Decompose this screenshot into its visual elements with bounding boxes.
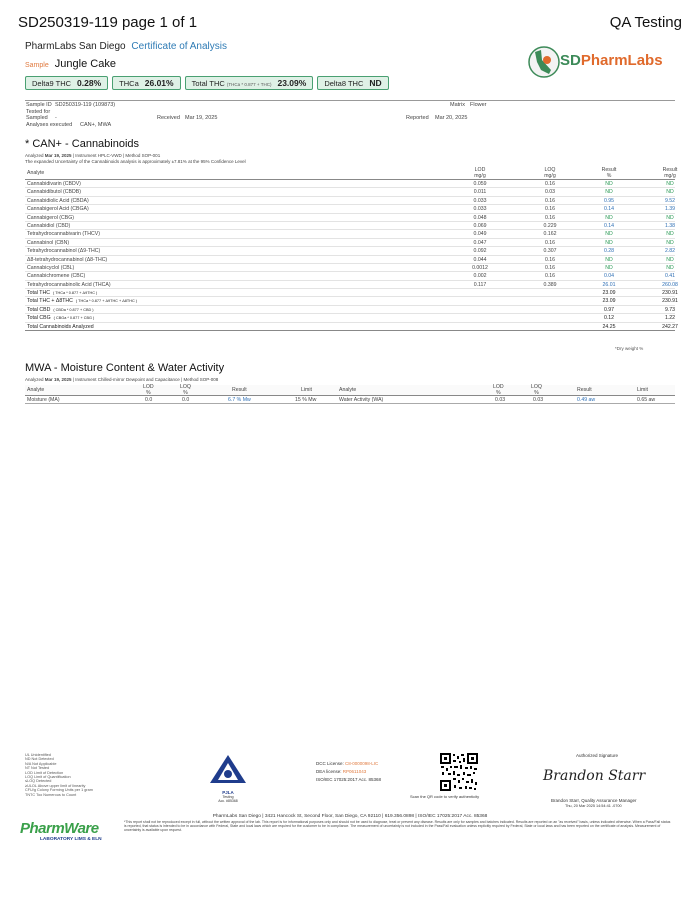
cell-loq: 0.162	[543, 231, 557, 238]
col-lod-label: LOD	[143, 384, 154, 390]
table-row	[25, 256, 675, 264]
cell-analyte	[27, 314, 94, 322]
col-analyte: Analyte	[27, 170, 45, 176]
document-id: SD250319-119 page 1 of 1	[18, 14, 198, 31]
cell-analyte: Tetrahydrocannabinol (Δ9-THC)	[27, 248, 101, 255]
cell-mg: 9.52	[664, 197, 676, 204]
badge-note: (THCa * 0.877 + THC)	[226, 82, 272, 87]
cell-pct: ND	[605, 181, 613, 187]
sample-label: Sample	[25, 62, 49, 69]
cell-loq: 0.16	[544, 181, 556, 187]
cell-lod: 0.048	[473, 214, 487, 221]
col-lod-unit: mg/g	[474, 172, 486, 179]
cannabinoids-title: * CAN+ - Cannabinoids	[25, 138, 140, 150]
cell-pct: ND	[605, 231, 613, 238]
cell-analyte: Cannabichromene (CBC)	[27, 273, 86, 280]
cell-pct: 0.04	[603, 273, 615, 280]
pharmware-sub: LABORATORY LIMS & ELN	[40, 837, 102, 842]
cell-lod: 0.117	[473, 281, 487, 288]
dea-value: RP0611043	[342, 769, 367, 774]
coa-label: Certificate of Analysis	[131, 41, 228, 52]
cell-analyte: Tetrahydrocannabinolic Acid (THCA)	[27, 281, 111, 288]
cell-loq: 0.16	[544, 214, 556, 221]
badge-label: Delta9 THC	[32, 79, 72, 88]
definition-item: CFU/g Colony Forming Units per 1 gram	[25, 788, 93, 793]
total-name: Total THC	[27, 290, 50, 297]
lod-2: 0.03	[495, 397, 506, 403]
sampled: -	[55, 115, 57, 121]
cannabinoids-meta: Analyzed Mar 19, 2025 | Instrument HPLC-VWD | Method SOP-001	[25, 153, 161, 158]
cell-lod: 0.044	[473, 256, 487, 263]
badge-label: Delta8 THC	[324, 79, 364, 88]
cell-pct: 0.97	[603, 306, 615, 313]
cell-lod: 0.092	[473, 248, 487, 255]
cell-lod: 0.0012	[472, 264, 488, 271]
definition-item: LOD Limit of Detection	[25, 770, 64, 775]
cell-analyte	[27, 306, 94, 314]
col-analyte: Analyte	[27, 387, 45, 393]
dea-label: DEA license:	[316, 769, 342, 774]
cell-loq: 0.16	[544, 239, 556, 246]
definition-item: TNTC Too Numerous to Count	[25, 792, 77, 797]
reported-label: Reported	[406, 115, 429, 121]
table-row	[25, 180, 675, 188]
col-loq-label: LOQ	[180, 384, 191, 390]
sampled-label: Sampled	[26, 115, 48, 121]
signer-name: Brandon Starr, Quality Assurance Manager	[551, 798, 637, 803]
col-lod	[460, 168, 500, 179]
divider	[25, 100, 675, 101]
cell-pct: 23.09	[602, 298, 616, 305]
cell-mg: 9.73	[664, 306, 676, 313]
col-loq-unit: mg/g	[544, 172, 556, 179]
method: Method SOP-001	[125, 153, 161, 158]
col-lod	[143, 385, 154, 396]
cell-analyte: Cannabidiolic Acid (CBDA)	[27, 197, 89, 204]
cell-loq: 0.16	[544, 273, 556, 280]
pjla-sub: Testing	[222, 795, 234, 799]
table-row	[25, 188, 675, 196]
sdpharmlabs-logo	[527, 40, 677, 82]
table-row	[25, 247, 675, 255]
badge-value: 0.28%	[77, 78, 102, 88]
cell-mg: ND	[666, 189, 674, 196]
cell-mg: 230.91	[662, 298, 678, 305]
result: 6.7 % Mw	[228, 397, 251, 403]
col-result-unit: mg/g	[664, 172, 676, 179]
col-result-2: Result	[577, 387, 592, 393]
lab-name: PharmLabs San Diego	[25, 41, 126, 52]
cell-loq: 0.16	[544, 256, 556, 263]
cell-mg: ND	[666, 231, 674, 238]
badge-delta8-thc	[317, 76, 388, 90]
logo-prefix: SD	[560, 52, 581, 69]
col-lod-label: LOD	[493, 384, 504, 390]
cannabinoids-table	[25, 167, 678, 331]
cell-loq: 0.16	[544, 206, 556, 213]
limit-2: 0.65 aw	[637, 397, 656, 403]
cell-mg: ND	[666, 256, 674, 263]
table-row	[25, 396, 675, 404]
cell-mg: ND	[666, 214, 674, 221]
badge-thca	[112, 76, 180, 90]
cell-pct: ND	[605, 256, 613, 263]
cell-analyte	[27, 297, 137, 305]
analyzed-date: Mar 19, 2025	[44, 377, 72, 382]
cell-pct: ND	[605, 214, 613, 221]
moisture-meta: Analyzed Mar 19, 2025 | Instrument Chilled-mirror Dewpoint and Capacitance | Method SOP-008	[25, 377, 219, 382]
cell-mg: 260.08	[662, 281, 678, 288]
total-row	[25, 323, 678, 331]
pjla-triangle-icon	[208, 753, 248, 785]
col-loq-label: LOQ	[544, 167, 556, 173]
col-lod-label: LOD	[474, 167, 486, 173]
received: Mar 19, 2025	[185, 115, 218, 121]
analyzed-label: Analyzed	[25, 153, 44, 158]
cell-analyte: Cannabigerol (CBG)	[27, 214, 74, 221]
cell-mg: ND	[666, 239, 674, 246]
table-row	[25, 214, 675, 222]
result-2: 0.49 aw	[577, 397, 596, 403]
qa-testing-label: QA Testing	[609, 14, 682, 31]
cell-lod: 0.002	[473, 273, 487, 280]
col-loq	[530, 168, 570, 179]
lod: 0.0	[145, 397, 153, 403]
matrix: Flower	[470, 102, 487, 108]
dea-license	[316, 768, 381, 776]
col-lod-unit: %	[496, 389, 501, 396]
qr-code-icon	[439, 752, 479, 792]
moisture-table	[25, 385, 675, 404]
cell-loq: 0.16	[544, 197, 556, 204]
signature: Brandon Starr	[543, 768, 646, 784]
col-result: Result	[232, 387, 247, 393]
total-formula: ( CBDa * 0.877 + CBD )	[53, 307, 94, 312]
cell-mg: 0.41	[664, 273, 676, 280]
total-formula: ( CBGa * 0.877 + CBG )	[53, 316, 95, 321]
lab-address: PharmLabs San Diego | 3421 Hancock St, Second Floor, San Diego, CA 92110 | 619.356.0898 | ISO/IEC 17025:2017 Acc. 85368	[212, 814, 488, 819]
table-header	[25, 385, 675, 396]
cell-lod: 0.033	[473, 206, 487, 213]
definition-item: LOQ Limit of Quantification	[25, 775, 71, 780]
cell-lod: 0.069	[473, 222, 487, 229]
total-formula: ( THCa * 0.877 + Δ9THC + Δ8THC )	[75, 299, 138, 304]
cell-lod: 0.047	[473, 239, 487, 246]
loq-2: 0.03	[533, 397, 544, 403]
total-formula: ( THCa * 0.877 + Δ9THC )	[52, 291, 98, 296]
total-name: Total THC + Δ8THC	[27, 298, 73, 305]
cell-analyte: Cannabinol (CBN)	[27, 239, 70, 246]
sample-line	[25, 58, 116, 70]
summary-badges	[25, 76, 389, 90]
cell-pct: 23.09	[602, 290, 616, 297]
cell-loq: 0.389	[543, 281, 557, 288]
cell-mg: 1.38	[664, 222, 676, 229]
iso-accreditation: ISO/IEC 17025:2017 Acc. 85368	[316, 777, 382, 782]
col-result-pct	[589, 168, 629, 179]
analyzed-label: Analyzed	[25, 377, 44, 382]
cell-loq: 0.229	[543, 222, 557, 229]
col-analyte-2: Analyte	[339, 387, 357, 393]
loq: 0.0	[182, 397, 190, 403]
total-row	[25, 297, 678, 305]
analyzed-date: Mar 19, 2025	[44, 153, 72, 158]
cell-pct: 26.01	[602, 281, 616, 288]
dcc-value: C8-0000098-LIC	[345, 761, 379, 766]
sample-id-label: Sample ID	[26, 102, 52, 108]
cannabinoid-rows	[25, 180, 678, 289]
col-lod-2	[493, 385, 504, 396]
definition-item: ND Not Detected	[25, 757, 54, 762]
badge-total-thc	[185, 76, 314, 90]
cell-analyte: Δ8-tetrahydrocannabinol (Δ8-THC)	[27, 256, 108, 263]
total-row	[25, 289, 678, 297]
pharmware-logo	[20, 820, 110, 848]
analyses: CAN+, MWA	[80, 121, 112, 128]
matrix-label: Matrix	[450, 102, 465, 108]
col-loq	[180, 385, 191, 396]
col-loq-2	[531, 385, 542, 396]
california-map-icon	[527, 40, 561, 82]
col-limit: Limit	[301, 387, 312, 393]
cell-pct: 0.28	[603, 248, 615, 255]
col-result-label: Result	[662, 167, 678, 173]
pjla-accreditation-logo	[208, 753, 248, 803]
pjla-acc: Acc. #85368	[218, 799, 238, 803]
analyte: Moisture (MA)	[27, 397, 60, 403]
col-loq-label: LOQ	[531, 384, 542, 390]
cell-lod: 0.011	[473, 189, 487, 196]
dry-weight-note: *Dry weight %	[615, 346, 644, 351]
badge-label: Total THC	[191, 79, 225, 88]
table-row	[25, 230, 675, 238]
dcc-label: DCC License:	[316, 761, 344, 766]
pjla-label: PJLA	[222, 790, 234, 795]
logo-name: PharmLabs	[580, 52, 663, 69]
cell-mg: 1.39	[664, 206, 676, 213]
cell-analyte: Tetrahydrocannabivarin (THCV)	[27, 231, 100, 238]
table-row	[25, 205, 675, 213]
total-name: Total CBD	[27, 306, 51, 313]
cell-pct: ND	[605, 239, 613, 246]
cell-mg: 230.91	[662, 290, 678, 297]
table-row	[25, 264, 675, 272]
table-row	[25, 197, 675, 205]
sample-id: SD250319-119 (109873)	[55, 102, 116, 108]
cannabinoids-section-title	[25, 138, 139, 150]
cell-analyte: Cannabidiol (CBD)	[27, 222, 71, 229]
cell-lod: 0.049	[473, 231, 487, 238]
cell-pct: 0.95	[603, 197, 615, 204]
cell-analyte	[27, 323, 97, 331]
badge-label: THCa	[119, 79, 139, 88]
cell-mg: 2.82	[664, 248, 676, 255]
cell-analyte	[27, 289, 97, 297]
badge-value: ND	[369, 78, 382, 88]
instrument: Instrument HPLC-VWD	[75, 153, 122, 158]
table-row	[25, 281, 678, 289]
limit: 15 % Mw	[295, 397, 317, 403]
analyte-2: Water Activity (WA)	[339, 397, 384, 403]
cell-lod: 0.059	[473, 181, 487, 187]
badge-delta9-thc	[25, 76, 108, 90]
badge-value: 23.09%	[277, 78, 307, 88]
disclaimer: *This report shall not be reproduced except in full, without the written approval of the lab. This report is for informational purposes only and should not be used to diagnose, treat or prevent any disease. Results are only for samples and batches indicated. Results are reported on an "as received" basis, unless indicated otherwise. When a Pass/Fail status is reported, that status is intended to be in accordance with Federal, State and local laws which are required for the customer to be in compliance. The measurement of uncertainty is not included in the Pass/Fail evaluation unless explicitly required by Federal, State or local laws and has been reported on the certificate of analysis. Measurement of uncertainty is available upon request.	[124, 820, 671, 832]
col-result-label: Result	[601, 167, 617, 173]
definition-item: NT Not Tested	[25, 766, 50, 771]
cell-analyte: Cannabigerol Acid (CBGA)	[27, 206, 89, 213]
cell-pct: 24.25	[602, 323, 616, 330]
cell-pct: 0.14	[603, 206, 615, 213]
definition-item: N/A Not Applicable	[25, 761, 57, 766]
instrument: Instrument Chilled-mirror Dewpoint and Capacitance	[75, 377, 180, 382]
total-row	[25, 306, 675, 314]
col-result-mg	[650, 168, 690, 179]
cell-loq: 0.03	[544, 189, 556, 196]
cell-lod: 0.033	[473, 197, 487, 204]
sample-info	[25, 100, 675, 128]
sample-name: Jungle Cake	[54, 58, 116, 70]
cell-mg: 1.22	[664, 315, 676, 322]
definition-item: ≥ULOL Above upper limit of linearity	[25, 783, 86, 788]
table-header	[25, 167, 678, 180]
col-limit-2: Limit	[637, 387, 648, 393]
badge-value: 26.01%	[144, 78, 174, 88]
col-loq-unit: %	[183, 389, 188, 396]
qr-caption: Scan the QR code to verify authenticity	[410, 794, 480, 799]
cannabinoid-totals	[25, 289, 678, 331]
cell-pct: 0.14	[603, 222, 615, 229]
lab-line	[25, 41, 227, 52]
total-row	[25, 314, 675, 322]
reported: Mar 20, 2025	[435, 115, 468, 121]
col-result-unit: %	[606, 172, 612, 179]
qr-code[interactable]	[439, 752, 479, 792]
license-info	[316, 760, 381, 784]
table-row	[25, 222, 675, 230]
col-loq-unit: %	[534, 389, 539, 396]
table-row	[25, 239, 675, 247]
uncertainty-note: The expanded Uncertainty of the Cannabinoids analysis is approximately ±7.81% at the 95% Confidence Level	[25, 159, 246, 164]
signature-date: Thu, 20 Mar 2025 14:54:41 -0700	[565, 804, 622, 808]
cell-analyte: Cannabidivarin (CBDV)	[27, 181, 81, 187]
cell-pct: ND	[605, 264, 613, 271]
cell-pct: ND	[605, 189, 613, 196]
col-lod-unit: %	[146, 389, 151, 396]
signature-heading: Authorized Signature	[576, 753, 619, 758]
cell-pct: 0.12	[603, 315, 615, 322]
pharmware-name: PharmWare	[20, 820, 99, 837]
analyses-label: Analyses executed	[26, 121, 73, 128]
cell-mg: 242.27	[662, 323, 678, 330]
definition-item: ≤LOQ Detected	[25, 779, 52, 784]
total-name: Total CBG	[27, 315, 51, 322]
cell-loq: 0.16	[544, 264, 556, 271]
definition-item: UL Unidentified	[25, 753, 51, 757]
moisture-title: MWA - Moisture Content & Water Activity	[25, 362, 225, 374]
cell-mg: ND	[666, 264, 674, 271]
cell-analyte: Cannabidibutol (CBDB)	[27, 189, 81, 196]
table-row	[25, 272, 675, 280]
total-name: Total Cannabinoids Analyzed	[27, 323, 94, 330]
abbreviation-definitions	[25, 753, 93, 797]
cell-loq: 0.307	[543, 248, 557, 255]
cell-analyte: Cannabicyclol (CBL)	[27, 264, 75, 271]
received-label: Received	[157, 115, 180, 121]
tested-for-label: Tested for	[26, 108, 51, 115]
dcc-license	[316, 760, 381, 768]
cell-mg: ND	[666, 181, 674, 187]
method: Method SOP-008	[183, 377, 219, 382]
logo-text	[560, 52, 663, 69]
